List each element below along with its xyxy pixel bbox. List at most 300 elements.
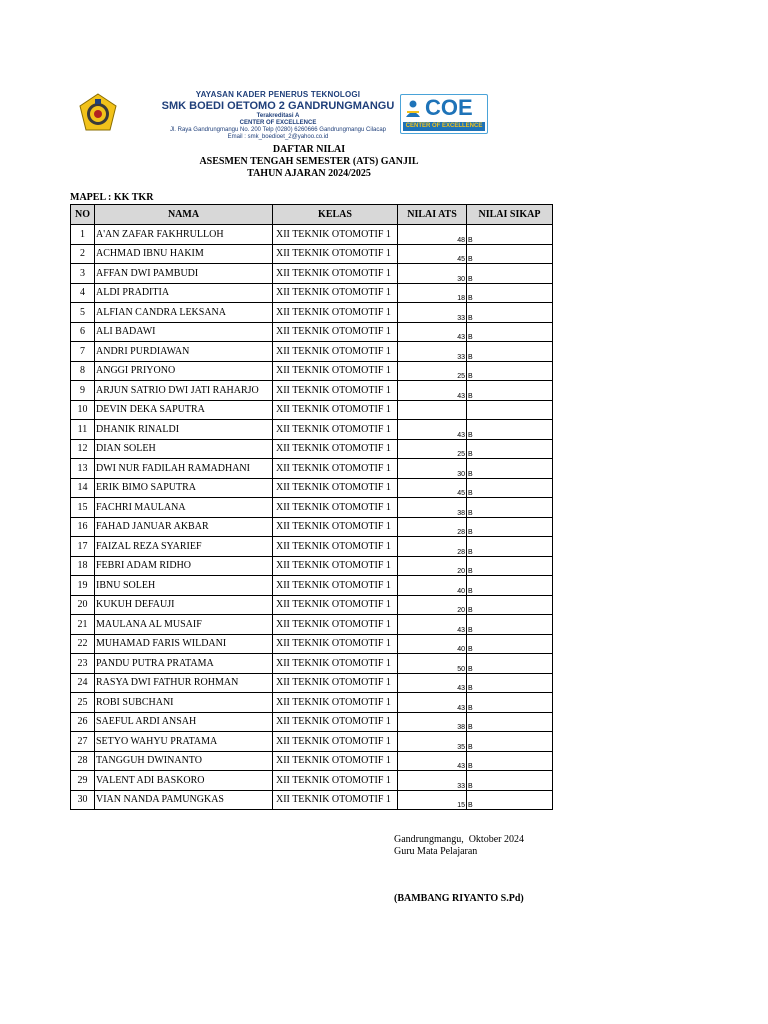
cell-nilai-sikap-value: B: [468, 470, 473, 478]
cell-no: [71, 498, 95, 518]
cell-no: [71, 400, 95, 420]
cell-kelas: [273, 732, 398, 752]
cell-kelas: [273, 576, 398, 596]
cell-nama-value: DEVIN DEKA SAPUTRA: [96, 404, 205, 416]
cell-kelas-value: XII TEKNIK OTOMOTIF 1: [276, 345, 391, 357]
cell-nilai-ats-value: 40: [457, 646, 465, 653]
cell-nilai-ats-value: 38: [457, 724, 465, 731]
cell-nilai-ats: [398, 517, 467, 537]
cell-nama: [95, 498, 273, 518]
cell-nama-value: MUHAMAD FARIS WILDANI: [96, 638, 227, 650]
cell-kelas: [273, 790, 398, 810]
cell-nilai-sikap: [467, 790, 553, 810]
cell-nilai-ats: [398, 244, 467, 264]
table-row: [71, 556, 553, 576]
cell-nilai-sikap: [467, 673, 553, 693]
table-row: [71, 576, 553, 596]
cell-nilai-sikap-value: B: [468, 704, 473, 712]
cell-nama: [95, 361, 273, 381]
cell-kelas: [273, 517, 398, 537]
header-nilai-ats: NILAI ATS: [398, 205, 467, 225]
cell-no: [71, 556, 95, 576]
table-row: [71, 790, 553, 810]
cell-nilai-sikap-value: B: [468, 373, 473, 380]
document-subtitle: ASESMEN TENGAH SEMESTER (ATS) GANJIL: [199, 156, 419, 167]
cell-nilai-sikap-value: B: [468, 802, 473, 809]
cell-nilai-sikap: [467, 361, 553, 381]
cell-nilai-ats: [398, 732, 467, 752]
cell-nilai-ats: [398, 225, 467, 245]
cell-nama-value: ANGGI PRIYONO: [96, 365, 176, 377]
cell-kelas: [273, 303, 398, 323]
table-row: [71, 654, 553, 674]
cell-nama: [95, 595, 273, 615]
cell-nilai-ats-value: 28: [457, 529, 465, 536]
cell-nama: [95, 790, 273, 810]
cell-nama: [95, 615, 273, 635]
cell-kelas-value: XII TEKNIK OTOMOTIF 1: [276, 735, 391, 747]
cell-kelas-value: XII TEKNIK OTOMOTIF 1: [276, 540, 391, 552]
cell-no-value: 27: [77, 735, 88, 747]
cell-nilai-ats: [398, 361, 467, 381]
cell-nilai-ats-value: 43: [457, 685, 465, 692]
cell-kelas: [273, 712, 398, 732]
cell-no-value: 29: [77, 774, 88, 786]
cell-nilai-ats-value: 25: [457, 373, 465, 380]
cell-nilai-sikap-value: B: [468, 685, 473, 692]
table-body: [71, 225, 553, 810]
accreditation: Terakreditasi A: [256, 113, 300, 119]
cell-nilai-sikap: [467, 751, 553, 771]
cell-nama-value: FAHAD JANUAR AKBAR: [96, 521, 209, 533]
letterhead-text: [148, 90, 408, 141]
school-seal-icon: [78, 93, 118, 133]
cell-nilai-sikap-value: B: [468, 646, 473, 653]
table-row: [71, 751, 553, 771]
table-row: [71, 303, 553, 323]
cell-nama-value: ALDI PRADITIA: [96, 287, 170, 299]
cell-nilai-ats-value: 48: [457, 236, 465, 244]
cell-nilai-ats-value: 28: [457, 548, 465, 556]
cell-nilai-ats: [398, 654, 467, 674]
cell-kelas-value: XII TEKNIK OTOMOTIF 1: [276, 326, 391, 338]
cell-nilai-ats: [398, 400, 467, 420]
cell-nilai-sikap-value: B: [468, 314, 473, 322]
cell-no-value: 28: [77, 755, 88, 767]
cell-nama: [95, 400, 273, 420]
cell-kelas-value: XII TEKNIK OTOMOTIF 1: [276, 482, 391, 494]
cell-nilai-sikap: [467, 693, 553, 713]
cell-nilai-ats: [398, 420, 467, 440]
coe-logo-text: COE: [425, 95, 473, 120]
cell-nilai-sikap: [467, 712, 553, 732]
cell-nilai-sikap: [467, 225, 553, 245]
cell-nilai-ats-value: 25: [457, 451, 465, 458]
table-row: [71, 439, 553, 459]
cell-nilai-ats: [398, 712, 467, 732]
table-row: [71, 693, 553, 713]
table-row: [71, 283, 553, 303]
cell-nama-value: VALENT ADI BASKORO: [96, 774, 205, 786]
table-row: [71, 322, 553, 342]
cell-kelas-value: XII TEKNIK OTOMOTIF 1: [276, 716, 391, 728]
cell-no-value: 1: [80, 228, 85, 240]
cell-nilai-ats: [398, 439, 467, 459]
cell-nama: [95, 712, 273, 732]
cell-nilai-sikap-value: B: [468, 548, 473, 556]
cell-nilai-ats: [398, 478, 467, 498]
cell-kelas-value: XII TEKNIK OTOMOTIF 1: [276, 462, 391, 474]
cell-nama: [95, 303, 273, 323]
cell-no-value: 15: [77, 501, 88, 513]
cell-nilai-ats-value: 33: [457, 353, 465, 361]
cell-kelas-value: XII TEKNIK OTOMOTIF 1: [276, 794, 391, 806]
cell-nama-value: KUKUH DEFAUJI: [96, 599, 175, 611]
cell-nilai-sikap-value: B: [468, 431, 473, 439]
cell-nilai-sikap: [467, 556, 553, 576]
cell-no: [71, 615, 95, 635]
cell-nama: [95, 771, 273, 791]
cell-nilai-ats-value: 35: [457, 743, 465, 751]
academic-year: TAHUN AJARAN 2024/2025: [247, 168, 371, 179]
cell-no: [71, 576, 95, 596]
cell-no: [71, 264, 95, 284]
table-row: [71, 225, 553, 245]
cell-no: [71, 673, 95, 693]
cell-nilai-sikap: [467, 615, 553, 635]
cell-nilai-sikap-value: B: [468, 451, 473, 458]
cell-kelas: [273, 459, 398, 479]
cell-no-value: 25: [77, 696, 88, 708]
table-row: [71, 498, 553, 518]
cell-nama-value: ALI BADAWI: [96, 326, 156, 338]
cell-no: [71, 361, 95, 381]
cell-no: [71, 381, 95, 401]
letterhead: [76, 90, 492, 138]
cell-nama: [95, 634, 273, 654]
cell-no-value: 19: [77, 579, 88, 591]
cell-nilai-ats: [398, 264, 467, 284]
table-header-row: [71, 205, 553, 225]
cell-no: [71, 595, 95, 615]
cell-no-value: 26: [77, 716, 88, 728]
cell-no-value: 12: [77, 443, 88, 455]
table-row: [71, 381, 553, 401]
school-email: Email : smk_boedioet_2@yahoo.co.id: [227, 134, 329, 140]
cell-nilai-ats-value: 43: [457, 763, 465, 770]
grades-table: [70, 204, 553, 810]
cell-nama: [95, 225, 273, 245]
cell-nilai-ats-value: 43: [457, 431, 465, 439]
cell-nama: [95, 244, 273, 264]
cell-no-value: 3: [80, 267, 85, 279]
cell-nama-value: DIAN SOLEH: [96, 443, 156, 455]
cell-no-value: 14: [77, 482, 88, 494]
cell-nama-value: ARJUN SATRIO DWI JATI RAHARJO: [96, 384, 259, 396]
cell-kelas: [273, 381, 398, 401]
cell-nilai-sikap-value: B: [468, 236, 473, 244]
cell-kelas: [273, 498, 398, 518]
cell-kelas-value: XII TEKNIK OTOMOTIF 1: [276, 677, 391, 689]
cell-no: [71, 478, 95, 498]
cell-no: [71, 439, 95, 459]
cell-nama-value: AFFAN DWI PAMBUDI: [96, 267, 199, 279]
cell-no: [71, 420, 95, 440]
cell-nama-value: FACHRI MAULANA: [96, 501, 186, 513]
cell-nilai-ats-value: 45: [457, 256, 465, 263]
cell-nama-value: DWI NUR FADILAH RAMADHANI: [96, 462, 250, 474]
cell-nama-value: IBNU SOLEH: [96, 579, 156, 591]
cell-nilai-sikap-value: B: [468, 607, 473, 614]
cell-nama: [95, 537, 273, 557]
cell-no-value: 24: [77, 677, 88, 689]
coe-logo: [400, 94, 488, 134]
cell-no: [71, 751, 95, 771]
cell-nama: [95, 283, 273, 303]
cell-no: [71, 283, 95, 303]
cell-kelas: [273, 537, 398, 557]
cell-kelas-value: XII TEKNIK OTOMOTIF 1: [276, 501, 391, 513]
cell-no-value: 11: [77, 423, 88, 435]
cell-kelas-value: XII TEKNIK OTOMOTIF 1: [276, 579, 391, 591]
cell-nilai-ats-value: 15: [457, 802, 465, 809]
cell-nilai-ats-value: 43: [457, 334, 465, 341]
table-row: [71, 615, 553, 635]
cell-nilai-sikap-value: B: [468, 392, 473, 400]
cell-nilai-ats: [398, 771, 467, 791]
cell-kelas: [273, 693, 398, 713]
cell-nama: [95, 381, 273, 401]
cell-nilai-sikap: [467, 381, 553, 401]
cell-nama-value: FAIZAL REZA SYARIEF: [96, 540, 202, 552]
cell-nilai-ats-value: 38: [457, 509, 465, 517]
cell-nilai-ats: [398, 615, 467, 635]
cell-nama: [95, 420, 273, 440]
cell-nilai-ats: [398, 537, 467, 557]
cell-nilai-sikap-value: B: [468, 353, 473, 361]
cell-kelas: [273, 342, 398, 362]
cell-nilai-ats-value: 30: [457, 275, 465, 283]
cell-kelas: [273, 361, 398, 381]
cell-no: [71, 225, 95, 245]
table-row: [71, 517, 553, 537]
cell-kelas-value: XII TEKNIK OTOMOTIF 1: [276, 365, 391, 377]
cell-nilai-ats-value: 33: [457, 314, 465, 322]
cell-nama-value: VIAN NANDA PAMUNGKAS: [96, 794, 224, 806]
cell-kelas: [273, 225, 398, 245]
cell-nama-value: ANDRI PURDIAWAN: [96, 345, 190, 357]
tagline: CENTER OF EXCELLENCE: [239, 120, 317, 126]
cell-kelas-value: XII TEKNIK OTOMOTIF 1: [276, 774, 391, 786]
header-no: NO: [71, 205, 95, 225]
cell-nama-value: ROBI SUBCHANI: [96, 696, 174, 708]
cell-kelas-value: XII TEKNIK OTOMOTIF 1: [276, 267, 391, 279]
cell-nilai-ats-value: 40: [457, 587, 465, 595]
cell-nilai-sikap-value: B: [468, 587, 473, 595]
table-row: [71, 537, 553, 557]
cell-no: [71, 322, 95, 342]
cell-nilai-sikap-value: B: [468, 509, 473, 517]
cell-nilai-sikap: [467, 264, 553, 284]
cell-nama-value: MAULANA AL MUSAIF: [96, 618, 202, 630]
table-row: [71, 771, 553, 791]
cell-nama: [95, 478, 273, 498]
subject-label: MAPEL : KK TKR: [70, 192, 154, 203]
table-row: [71, 478, 553, 498]
cell-nilai-sikap: [467, 576, 553, 596]
document-title: DAFTAR NILAI: [272, 144, 346, 155]
table-row: [71, 712, 553, 732]
table-row: [71, 400, 553, 420]
cell-nilai-sikap-value: B: [468, 626, 473, 634]
cell-nilai-sikap-value: B: [468, 256, 473, 263]
cell-nilai-ats-value: 20: [457, 568, 465, 575]
cell-no: [71, 459, 95, 479]
cell-nilai-sikap: [467, 771, 553, 791]
cell-nama-value: PANDU PUTRA PRATAMA: [96, 657, 214, 669]
cell-nilai-sikap: [467, 439, 553, 459]
cell-no-value: 30: [77, 794, 88, 806]
cell-nilai-sikap-value: B: [468, 275, 473, 283]
cell-nama-value: FEBRI ADAM RIDHO: [96, 560, 192, 572]
cell-kelas: [273, 673, 398, 693]
cell-nilai-sikap-value: B: [468, 295, 473, 302]
table-row: [71, 342, 553, 362]
cell-nilai-ats: [398, 673, 467, 693]
cell-no-value: 20: [77, 599, 88, 611]
cell-nilai-ats-value: 33: [457, 782, 465, 790]
cell-kelas: [273, 439, 398, 459]
cell-nama: [95, 693, 273, 713]
cell-no-value: 16: [77, 521, 88, 533]
cell-nama: [95, 751, 273, 771]
cell-no: [71, 790, 95, 810]
header-nilai-sikap: NILAI SIKAP: [467, 205, 553, 225]
cell-no: [71, 693, 95, 713]
cell-nilai-sikap: [467, 537, 553, 557]
header-kelas: KELAS: [273, 205, 398, 225]
cell-no: [71, 342, 95, 362]
cell-no: [71, 771, 95, 791]
cell-no-value: 18: [77, 560, 88, 572]
cell-nilai-sikap: [467, 459, 553, 479]
table-row: [71, 595, 553, 615]
student-icon: [404, 99, 422, 119]
cell-no: [71, 712, 95, 732]
cell-nilai-ats: [398, 693, 467, 713]
cell-kelas: [273, 556, 398, 576]
cell-nama: [95, 439, 273, 459]
cell-kelas: [273, 322, 398, 342]
cell-nilai-sikap: [467, 517, 553, 537]
cell-no: [71, 634, 95, 654]
cell-nilai-ats: [398, 303, 467, 323]
signer-name: (BAMBANG RIYANTO S.Pd): [394, 893, 524, 904]
table-row: [71, 732, 553, 752]
cell-nama-value: SETYO WAHYU PRATAMA: [96, 735, 218, 747]
cell-nilai-ats: [398, 381, 467, 401]
cell-no-value: 23: [77, 657, 88, 669]
cell-nama-value: TANGGUH DWINANTO: [96, 755, 202, 767]
document-titles: [150, 144, 468, 180]
cell-no-value: 5: [80, 306, 85, 318]
cell-kelas: [273, 283, 398, 303]
cell-kelas-value: XII TEKNIK OTOMOTIF 1: [276, 384, 391, 396]
cell-nilai-sikap: [467, 634, 553, 654]
table-row: [71, 634, 553, 654]
cell-no-value: 17: [77, 540, 88, 552]
cell-nilai-sikap: [467, 322, 553, 342]
cell-no-value: 7: [80, 345, 85, 357]
cell-kelas: [273, 420, 398, 440]
cell-nilai-ats: [398, 595, 467, 615]
cell-no: [71, 517, 95, 537]
cell-nilai-sikap-value: B: [468, 782, 473, 790]
cell-nilai-sikap: [467, 498, 553, 518]
cell-nilai-ats: [398, 283, 467, 303]
cell-nilai-ats-value: 30: [457, 470, 465, 478]
cell-kelas-value: XII TEKNIK OTOMOTIF 1: [276, 755, 391, 767]
cell-kelas-value: XII TEKNIK OTOMOTIF 1: [276, 423, 391, 435]
cell-nama-value: ALFIAN CANDRA LEKSANA: [96, 306, 227, 318]
cell-kelas-value: XII TEKNIK OTOMOTIF 1: [276, 443, 391, 455]
cell-nilai-sikap-value: B: [468, 665, 473, 673]
cell-nilai-sikap: [467, 303, 553, 323]
cell-no: [71, 537, 95, 557]
cell-kelas: [273, 264, 398, 284]
signature-block: [394, 834, 524, 858]
cell-nama: [95, 322, 273, 342]
cell-kelas-value: XII TEKNIK OTOMOTIF 1: [276, 228, 391, 240]
cell-kelas: [273, 615, 398, 635]
cell-kelas: [273, 654, 398, 674]
cell-kelas: [273, 478, 398, 498]
cell-kelas-value: XII TEKNIK OTOMOTIF 1: [276, 306, 391, 318]
cell-nilai-sikap: [467, 342, 553, 362]
cell-nama-value: DHANIK RINALDI: [96, 423, 180, 435]
foundation-name: YAYASAN KADER PENERUS TEKNOLOGI: [195, 90, 361, 99]
cell-no: [71, 303, 95, 323]
cell-nama: [95, 673, 273, 693]
cell-nilai-sikap: [467, 478, 553, 498]
cell-nilai-ats-value: 18: [457, 295, 465, 302]
cell-nilai-ats-value: [465, 412, 466, 419]
cell-kelas: [273, 400, 398, 420]
cell-no-value: 21: [77, 618, 88, 630]
cell-nilai-ats: [398, 498, 467, 518]
cell-nilai-sikap: [467, 732, 553, 752]
cell-nilai-ats: [398, 576, 467, 596]
cell-nilai-ats: [398, 634, 467, 654]
table-row: [71, 673, 553, 693]
cell-nilai-ats: [398, 342, 467, 362]
cell-nama-value: RASYA DWI FATHUR ROHMAN: [96, 677, 239, 689]
cell-nama-value: ACHMAD IBNU HAKIM: [96, 248, 204, 260]
cell-nilai-sikap: [467, 283, 553, 303]
cell-kelas-value: XII TEKNIK OTOMOTIF 1: [276, 638, 391, 650]
cell-nilai-ats-value: 43: [457, 626, 465, 634]
header-nama: NAMA: [95, 205, 273, 225]
table-row: [71, 420, 553, 440]
cell-kelas: [273, 634, 398, 654]
cell-nama: [95, 654, 273, 674]
table-row: [71, 459, 553, 479]
cell-no-value: 10: [77, 404, 88, 416]
cell-nilai-sikap: [467, 654, 553, 674]
cell-nilai-sikap: [467, 400, 553, 420]
cell-nama-value: SAEFUL ARDI ANSAH: [96, 716, 197, 728]
cell-no: [71, 244, 95, 264]
